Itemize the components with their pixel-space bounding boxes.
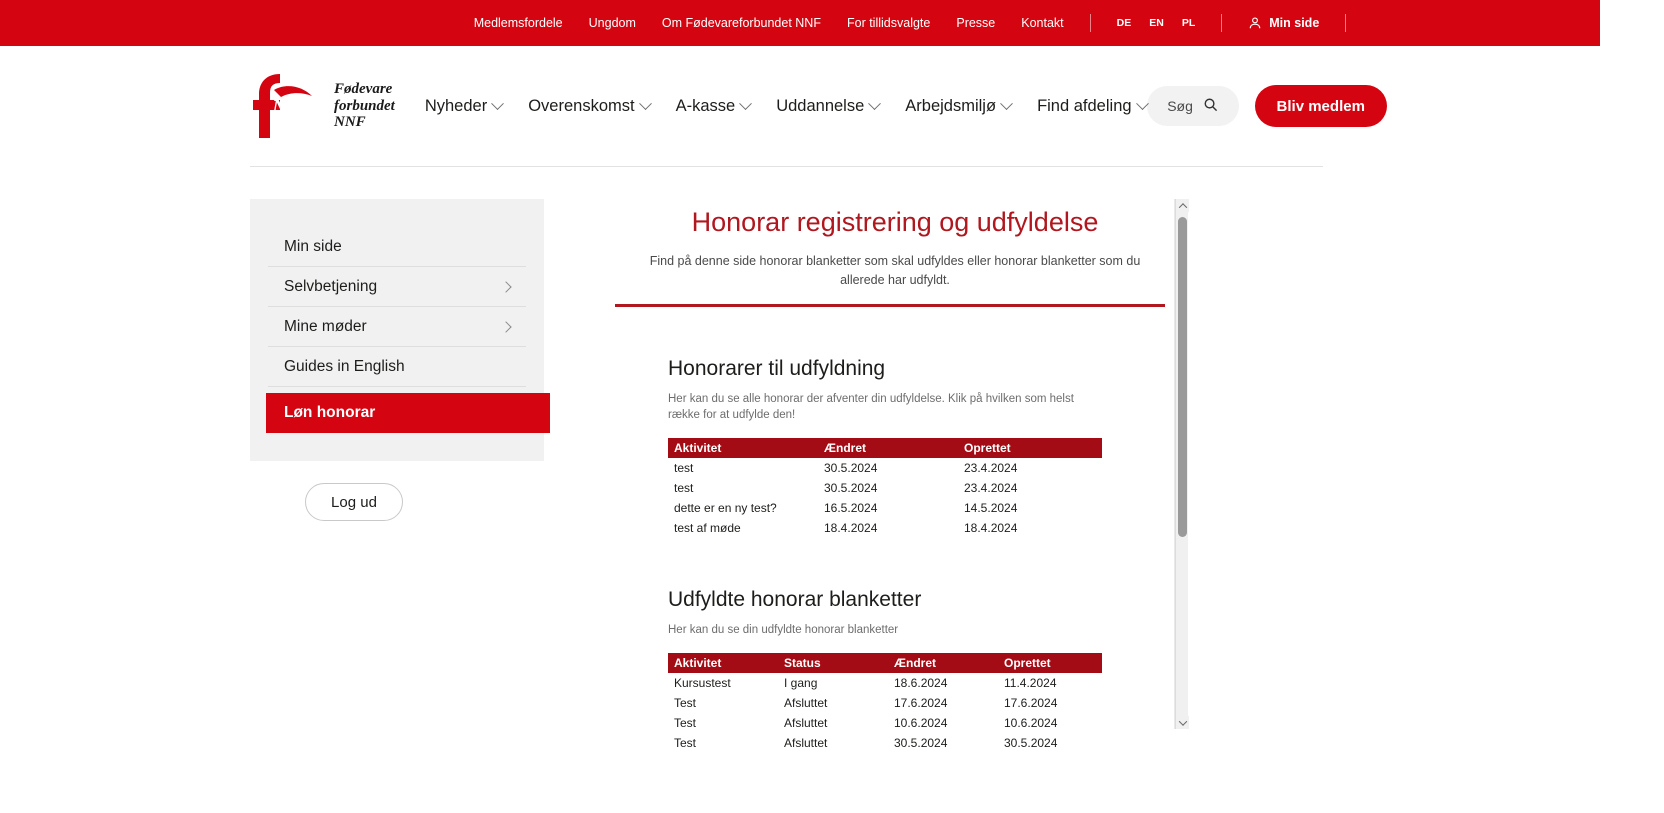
page-subtitle: Find på denne side honorar blanketter som skal udfyldes eller honorar blanketter som du allerede har udfyldt. (649, 254, 1141, 287)
page-title: Honorar registrering og udfyldelse (691, 207, 1099, 237)
utility-link-kontakt[interactable]: Kontakt (1021, 16, 1064, 30)
section-udfyldte-honorar-blanketter (615, 588, 1175, 753)
column-oprettet: Oprettet (958, 438, 1102, 458)
section-heading: Honorarer til udfyldning (668, 356, 886, 380)
language-switcher (1117, 17, 1196, 29)
nav-label: Uddannelse (776, 96, 865, 115)
cell-aktivitet: Test (668, 733, 778, 753)
column-aktivitet: Aktivitet (668, 438, 818, 458)
sidebar-item-mine-moeder[interactable] (268, 307, 526, 347)
cell-oprettet: 23.4.2024 (958, 458, 1102, 478)
column-oprettet: Oprettet (998, 653, 1102, 673)
cell-aendret: 30.5.2024 (888, 733, 998, 753)
cell-aendret: 18.6.2024 (888, 673, 998, 693)
account-label: Min side (1269, 16, 1320, 30)
table-header-row (668, 653, 1102, 673)
cell-aktivitet: dette er en ny test? (668, 498, 818, 518)
divider (1221, 14, 1222, 32)
logout-area (250, 483, 550, 521)
sidebar-item-guides-in-english[interactable] (268, 347, 526, 387)
divider (1090, 14, 1091, 32)
divider (1345, 14, 1346, 32)
logout-button[interactable]: Log ud (305, 483, 403, 521)
nav-label: Nyheder (424, 96, 488, 115)
chevron-down-icon (868, 97, 881, 110)
table-row[interactable] (668, 733, 1102, 753)
utility-bar (0, 0, 1600, 46)
table-row[interactable] (668, 478, 1102, 498)
cell-aendret: 18.4.2024 (818, 518, 958, 538)
table-row[interactable] (668, 498, 1102, 518)
nav-item-a-kasse[interactable] (676, 97, 751, 116)
vertical-scrollbar[interactable] (1175, 199, 1188, 729)
table-row[interactable] (668, 713, 1102, 733)
column-aktivitet: Aktivitet (668, 653, 778, 673)
chevron-up-icon (1178, 203, 1186, 211)
logo-wordmark (334, 81, 395, 131)
cell-status: Afsluttet (778, 733, 888, 753)
language-en[interactable]: EN (1149, 17, 1164, 29)
nav-item-arbejdsmiljo[interactable] (905, 97, 1011, 116)
nav-label: Overenskomst (528, 96, 635, 115)
table-row[interactable] (668, 518, 1102, 538)
nav-item-uddannelse[interactable] (776, 97, 879, 116)
cell-aktivitet: test (668, 478, 818, 498)
header-actions (1147, 85, 1664, 127)
become-member-button[interactable]: Bliv medlem (1255, 85, 1387, 127)
utility-link-presse[interactable]: Presse (956, 16, 996, 30)
logo-line-1: Fødevare (334, 80, 393, 97)
column-aendret: Ændret (818, 438, 958, 458)
honorar-pending-table (668, 438, 1102, 538)
sidebar-column (250, 199, 550, 729)
table-row[interactable] (668, 693, 1102, 713)
chevron-down-icon (639, 97, 652, 110)
cell-aendret: 30.5.2024 (818, 458, 958, 478)
utility-link-om-nnf[interactable]: Om Fødevareforbundet NNF (661, 16, 821, 30)
table-header-row (668, 438, 1102, 458)
scrollbar-thumb[interactable] (1178, 217, 1187, 537)
sidebar-item-min-side[interactable] (268, 227, 526, 267)
cell-oprettet: 11.4.2024 (998, 673, 1102, 693)
sidebar-item-label: Guides in English (284, 357, 405, 375)
nnf-logo-icon (250, 70, 324, 142)
nav-item-overenskomst[interactable] (528, 97, 649, 116)
account-link[interactable] (1248, 16, 1319, 30)
chevron-down-icon (1178, 717, 1186, 725)
nav-label: Arbejdsmiljø (905, 96, 997, 115)
site-header (0, 46, 1600, 166)
cell-oprettet: 23.4.2024 (958, 478, 1102, 498)
cell-status: Afsluttet (778, 713, 888, 733)
scroll-down-button[interactable] (1176, 716, 1189, 729)
utility-link-medlemsfordele[interactable]: Medlemsfordele (473, 16, 563, 30)
section-hint: Her kan du se alle honorar der afventer din udfyldelse. Klik på hvilken som helst række for at udfylde den! (668, 392, 1074, 422)
language-de[interactable]: DE (1116, 17, 1132, 29)
cell-aktivitet: test (668, 458, 818, 478)
column-aendret: Ændret (888, 653, 998, 673)
search-label: Søg (1167, 98, 1193, 114)
logo-line-2: forbundet (334, 97, 395, 114)
sidebar-item-loen-honorar[interactable] (266, 393, 550, 433)
cell-aktivitet: test af møde (668, 518, 818, 538)
chevron-down-icon (739, 97, 752, 110)
cell-oprettet: 14.5.2024 (958, 498, 1102, 518)
cell-aktivitet: Test (668, 693, 778, 713)
section-hint: Her kan du se din udfyldte honorar blanketter (668, 623, 899, 636)
cell-aendret: 10.6.2024 (888, 713, 998, 733)
nav-item-nyheder[interactable] (425, 97, 502, 116)
cell-status: Afsluttet (778, 693, 888, 713)
logo-line-3: NNF (334, 114, 366, 131)
honorar-scroll-area[interactable] (615, 207, 1175, 750)
search-icon (1203, 97, 1218, 115)
utility-link-ungdom[interactable]: Ungdom (588, 16, 636, 30)
sidebar-item-label: Løn honorar (284, 404, 376, 421)
site-logo[interactable] (250, 70, 395, 142)
cell-aendret: 16.5.2024 (818, 498, 958, 518)
chevron-right-icon (500, 321, 511, 332)
chevron-right-icon (500, 281, 511, 292)
search-button[interactable] (1147, 86, 1239, 126)
cell-oprettet: 30.5.2024 (998, 733, 1102, 753)
honorar-completed-table (668, 653, 1102, 753)
main-navigation (425, 97, 1147, 116)
sidebar (250, 199, 544, 461)
scroll-up-button[interactable] (1176, 199, 1189, 212)
utility-link-for-tillidsvalgte[interactable]: For tillidsvalgte (846, 16, 931, 30)
cell-aendret: 30.5.2024 (818, 478, 958, 498)
page-body (0, 167, 1600, 750)
nav-label: Find afdeling (1037, 96, 1132, 115)
sidebar-item-label: Mine møder (284, 317, 367, 335)
nav-item-find-afdeling[interactable] (1037, 97, 1146, 116)
column-status: Status (778, 653, 888, 673)
cell-aktivitet: Kursustest (668, 673, 778, 693)
svg-text:F: F (276, 113, 291, 137)
person-icon (1248, 16, 1262, 30)
cell-oprettet: 17.6.2024 (998, 693, 1102, 713)
table-row[interactable] (668, 673, 1102, 693)
cell-status: I gang (778, 673, 888, 693)
cell-oprettet: 18.4.2024 (958, 518, 1102, 538)
language-pl[interactable]: PL (1181, 17, 1196, 29)
honorar-frame (615, 199, 1175, 750)
section-heading: Udfyldte honorar blanketter (668, 587, 922, 611)
cell-aendret: 17.6.2024 (888, 693, 998, 713)
cell-aktivitet: Test (668, 713, 778, 733)
chevron-down-icon (1000, 97, 1013, 110)
section-honorarer-til-udfyldning (615, 357, 1175, 538)
chevron-down-icon (491, 97, 504, 110)
sidebar-item-label: Selvbetjening (284, 277, 378, 295)
sidebar-item-label: Min side (284, 237, 342, 255)
sidebar-item-selvbetjening[interactable] (268, 267, 526, 307)
cell-oprettet: 10.6.2024 (998, 713, 1102, 733)
nav-label: A-kasse (675, 96, 736, 115)
table-row[interactable] (668, 458, 1102, 478)
title-underline (615, 304, 1165, 307)
svg-text:NN: NN (272, 95, 303, 119)
